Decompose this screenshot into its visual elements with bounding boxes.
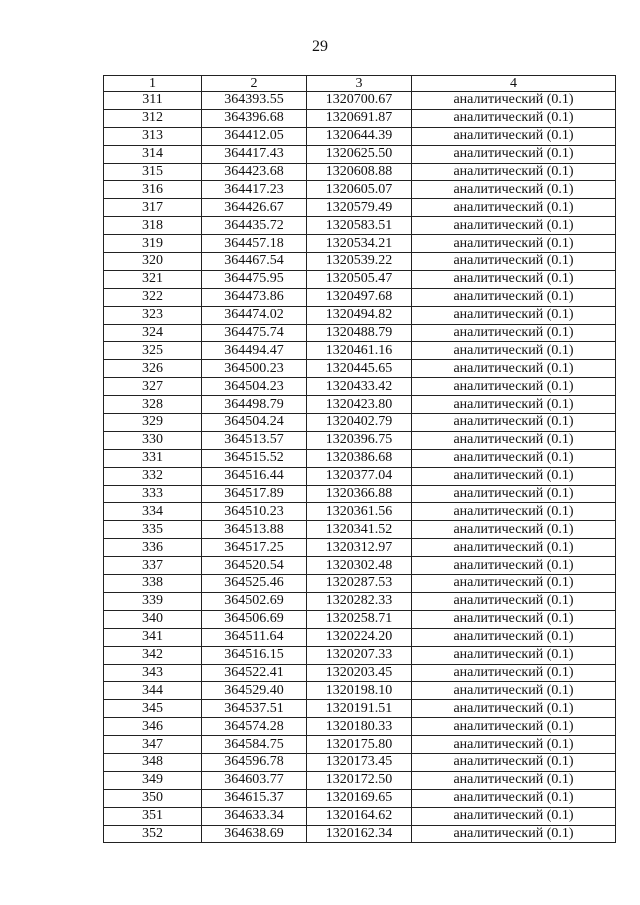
cell-point-number: 313 — [104, 127, 202, 145]
cell-point-number: 350 — [104, 789, 202, 807]
cell-point-number: 347 — [104, 736, 202, 754]
cell-method: аналитический (0.1) — [412, 771, 616, 789]
cell-method: аналитический (0.1) — [412, 109, 616, 127]
table-row — [104, 163, 616, 181]
cell-point-number: 334 — [104, 503, 202, 521]
cell-method: аналитический (0.1) — [412, 235, 616, 253]
cell-method: аналитический (0.1) — [412, 628, 616, 646]
cell-x-coordinate: 364515.52 — [202, 449, 307, 467]
cell-method: аналитический (0.1) — [412, 431, 616, 449]
cell-method: аналитический (0.1) — [412, 664, 616, 682]
cell-method: аналитический (0.1) — [412, 557, 616, 575]
cell-y-coordinate: 1320180.33 — [307, 718, 412, 736]
cell-point-number: 314 — [104, 145, 202, 163]
table-row — [104, 807, 616, 825]
table-row — [104, 253, 616, 271]
table-row — [104, 521, 616, 539]
cell-point-number: 352 — [104, 825, 202, 843]
cell-x-coordinate: 364522.41 — [202, 664, 307, 682]
cell-method: аналитический (0.1) — [412, 539, 616, 557]
cell-y-coordinate: 1320433.42 — [307, 378, 412, 396]
header-col-1: 1 — [104, 76, 202, 92]
cell-x-coordinate: 364393.55 — [202, 92, 307, 110]
cell-method: аналитический (0.1) — [412, 503, 616, 521]
cell-x-coordinate: 364474.02 — [202, 306, 307, 324]
table-row — [104, 825, 616, 843]
cell-x-coordinate: 364596.78 — [202, 753, 307, 771]
cell-y-coordinate: 1320534.21 — [307, 235, 412, 253]
table-row — [104, 682, 616, 700]
table-row — [104, 431, 616, 449]
cell-x-coordinate: 364417.23 — [202, 181, 307, 199]
cell-point-number: 342 — [104, 646, 202, 664]
header-col-4: 4 — [412, 76, 616, 92]
cell-y-coordinate: 1320341.52 — [307, 521, 412, 539]
table-row — [104, 181, 616, 199]
cell-point-number: 341 — [104, 628, 202, 646]
table-row — [104, 199, 616, 217]
cell-x-coordinate: 364423.68 — [202, 163, 307, 181]
table-row — [104, 753, 616, 771]
cell-point-number: 339 — [104, 592, 202, 610]
cell-y-coordinate: 1320386.68 — [307, 449, 412, 467]
cell-x-coordinate: 364498.79 — [202, 396, 307, 414]
cell-y-coordinate: 1320366.88 — [307, 485, 412, 503]
cell-method: аналитический (0.1) — [412, 181, 616, 199]
table-header-row — [104, 76, 616, 92]
cell-y-coordinate: 1320505.47 — [307, 270, 412, 288]
cell-x-coordinate: 364520.54 — [202, 557, 307, 575]
cell-x-coordinate: 364473.86 — [202, 288, 307, 306]
table-row — [104, 485, 616, 503]
cell-method: аналитический (0.1) — [412, 718, 616, 736]
cell-x-coordinate: 364537.51 — [202, 700, 307, 718]
cell-y-coordinate: 1320579.49 — [307, 199, 412, 217]
cell-y-coordinate: 1320539.22 — [307, 253, 412, 271]
cell-y-coordinate: 1320494.82 — [307, 306, 412, 324]
cell-point-number: 336 — [104, 539, 202, 557]
cell-point-number: 323 — [104, 306, 202, 324]
cell-y-coordinate: 1320423.80 — [307, 396, 412, 414]
cell-x-coordinate: 364633.34 — [202, 807, 307, 825]
cell-point-number: 348 — [104, 753, 202, 771]
cell-point-number: 344 — [104, 682, 202, 700]
cell-x-coordinate: 364417.43 — [202, 145, 307, 163]
table-row — [104, 646, 616, 664]
cell-point-number: 321 — [104, 270, 202, 288]
table-row — [104, 503, 616, 521]
cell-method: аналитический (0.1) — [412, 199, 616, 217]
cell-method: аналитический (0.1) — [412, 288, 616, 306]
cell-point-number: 328 — [104, 396, 202, 414]
table-row — [104, 235, 616, 253]
cell-method: аналитический (0.1) — [412, 253, 616, 271]
cell-x-coordinate: 364435.72 — [202, 217, 307, 235]
cell-point-number: 346 — [104, 718, 202, 736]
cell-method: аналитический (0.1) — [412, 342, 616, 360]
cell-y-coordinate: 1320396.75 — [307, 431, 412, 449]
cell-y-coordinate: 1320203.45 — [307, 664, 412, 682]
table-row — [104, 306, 616, 324]
cell-y-coordinate: 1320198.10 — [307, 682, 412, 700]
cell-method: аналитический (0.1) — [412, 127, 616, 145]
table-row — [104, 109, 616, 127]
table-row — [104, 789, 616, 807]
cell-x-coordinate: 364396.68 — [202, 109, 307, 127]
cell-point-number: 326 — [104, 360, 202, 378]
cell-method: аналитический (0.1) — [412, 360, 616, 378]
cell-point-number: 332 — [104, 467, 202, 485]
cell-y-coordinate: 1320377.04 — [307, 467, 412, 485]
cell-x-coordinate: 364517.89 — [202, 485, 307, 503]
cell-method: аналитический (0.1) — [412, 396, 616, 414]
cell-x-coordinate: 364500.23 — [202, 360, 307, 378]
cell-y-coordinate: 1320361.56 — [307, 503, 412, 521]
table-row — [104, 217, 616, 235]
table-row — [104, 664, 616, 682]
cell-point-number: 324 — [104, 324, 202, 342]
cell-y-coordinate: 1320282.33 — [307, 592, 412, 610]
cell-method: аналитический (0.1) — [412, 378, 616, 396]
cell-point-number: 316 — [104, 181, 202, 199]
table-row — [104, 396, 616, 414]
cell-x-coordinate: 364513.57 — [202, 431, 307, 449]
table-row — [104, 700, 616, 718]
table-row — [104, 557, 616, 575]
cell-method: аналитический (0.1) — [412, 270, 616, 288]
cell-point-number: 345 — [104, 700, 202, 718]
cell-x-coordinate: 364510.23 — [202, 503, 307, 521]
cell-x-coordinate: 364502.69 — [202, 592, 307, 610]
cell-y-coordinate: 1320461.16 — [307, 342, 412, 360]
cell-point-number: 319 — [104, 235, 202, 253]
coordinates-table — [103, 75, 616, 843]
table-row — [104, 92, 616, 110]
cell-method: аналитический (0.1) — [412, 592, 616, 610]
cell-method: аналитический (0.1) — [412, 324, 616, 342]
cell-y-coordinate: 1320700.67 — [307, 92, 412, 110]
table-row — [104, 628, 616, 646]
cell-x-coordinate: 364615.37 — [202, 789, 307, 807]
cell-y-coordinate: 1320625.50 — [307, 145, 412, 163]
cell-method: аналитический (0.1) — [412, 700, 616, 718]
cell-x-coordinate: 364457.18 — [202, 235, 307, 253]
table-row — [104, 575, 616, 593]
cell-method: аналитический (0.1) — [412, 92, 616, 110]
cell-method: аналитический (0.1) — [412, 610, 616, 628]
table-row — [104, 718, 616, 736]
cell-x-coordinate: 364603.77 — [202, 771, 307, 789]
table-row — [104, 592, 616, 610]
cell-point-number: 338 — [104, 575, 202, 593]
table-row — [104, 449, 616, 467]
cell-x-coordinate: 364412.05 — [202, 127, 307, 145]
table-row — [104, 324, 616, 342]
cell-point-number: 329 — [104, 414, 202, 432]
cell-point-number: 335 — [104, 521, 202, 539]
cell-point-number: 317 — [104, 199, 202, 217]
cell-method: аналитический (0.1) — [412, 789, 616, 807]
cell-point-number: 351 — [104, 807, 202, 825]
table-body — [104, 92, 616, 843]
cell-method: аналитический (0.1) — [412, 449, 616, 467]
table-row — [104, 288, 616, 306]
cell-y-coordinate: 1320302.48 — [307, 557, 412, 575]
cell-x-coordinate: 364529.40 — [202, 682, 307, 700]
cell-y-coordinate: 1320169.65 — [307, 789, 412, 807]
cell-point-number: 333 — [104, 485, 202, 503]
cell-y-coordinate: 1320191.51 — [307, 700, 412, 718]
table-row — [104, 610, 616, 628]
cell-point-number: 322 — [104, 288, 202, 306]
cell-y-coordinate: 1320162.34 — [307, 825, 412, 843]
cell-point-number: 311 — [104, 92, 202, 110]
cell-y-coordinate: 1320164.62 — [307, 807, 412, 825]
cell-method: аналитический (0.1) — [412, 467, 616, 485]
cell-y-coordinate: 1320258.71 — [307, 610, 412, 628]
cell-point-number: 349 — [104, 771, 202, 789]
header-col-3: 3 — [307, 76, 412, 92]
table-row — [104, 736, 616, 754]
cell-y-coordinate: 1320312.97 — [307, 539, 412, 557]
cell-y-coordinate: 1320445.65 — [307, 360, 412, 378]
cell-point-number: 337 — [104, 557, 202, 575]
cell-y-coordinate: 1320175.80 — [307, 736, 412, 754]
cell-point-number: 325 — [104, 342, 202, 360]
cell-x-coordinate: 364504.23 — [202, 378, 307, 396]
cell-y-coordinate: 1320605.07 — [307, 181, 412, 199]
cell-method: аналитический (0.1) — [412, 163, 616, 181]
cell-method: аналитический (0.1) — [412, 145, 616, 163]
header-col-2: 2 — [202, 76, 307, 92]
cell-x-coordinate: 364494.47 — [202, 342, 307, 360]
cell-x-coordinate: 364511.64 — [202, 628, 307, 646]
cell-point-number: 327 — [104, 378, 202, 396]
cell-method: аналитический (0.1) — [412, 682, 616, 700]
cell-y-coordinate: 1320691.87 — [307, 109, 412, 127]
cell-y-coordinate: 1320287.53 — [307, 575, 412, 593]
cell-x-coordinate: 364426.67 — [202, 199, 307, 217]
cell-y-coordinate: 1320644.39 — [307, 127, 412, 145]
table-row — [104, 127, 616, 145]
cell-x-coordinate: 364506.69 — [202, 610, 307, 628]
cell-y-coordinate: 1320172.50 — [307, 771, 412, 789]
table-row — [104, 360, 616, 378]
cell-point-number: 320 — [104, 253, 202, 271]
cell-method: аналитический (0.1) — [412, 646, 616, 664]
cell-x-coordinate: 364475.95 — [202, 270, 307, 288]
cell-method: аналитический (0.1) — [412, 306, 616, 324]
cell-x-coordinate: 364517.25 — [202, 539, 307, 557]
cell-point-number: 318 — [104, 217, 202, 235]
table-row — [104, 145, 616, 163]
cell-y-coordinate: 1320608.88 — [307, 163, 412, 181]
cell-x-coordinate: 364584.75 — [202, 736, 307, 754]
cell-point-number: 330 — [104, 431, 202, 449]
table-row — [104, 467, 616, 485]
cell-x-coordinate: 364516.44 — [202, 467, 307, 485]
table-row — [104, 378, 616, 396]
cell-x-coordinate: 364504.24 — [202, 414, 307, 432]
cell-y-coordinate: 1320207.33 — [307, 646, 412, 664]
cell-x-coordinate: 364525.46 — [202, 575, 307, 593]
cell-method: аналитический (0.1) — [412, 521, 616, 539]
cell-y-coordinate: 1320173.45 — [307, 753, 412, 771]
table-row — [104, 270, 616, 288]
cell-method: аналитический (0.1) — [412, 414, 616, 432]
table-row — [104, 771, 616, 789]
cell-y-coordinate: 1320497.68 — [307, 288, 412, 306]
cell-point-number: 340 — [104, 610, 202, 628]
cell-method: аналитический (0.1) — [412, 217, 616, 235]
cell-x-coordinate: 364467.54 — [202, 253, 307, 271]
cell-method: аналитический (0.1) — [412, 485, 616, 503]
cell-x-coordinate: 364638.69 — [202, 825, 307, 843]
table-row — [104, 342, 616, 360]
cell-y-coordinate: 1320583.51 — [307, 217, 412, 235]
cell-point-number: 331 — [104, 449, 202, 467]
cell-point-number: 343 — [104, 664, 202, 682]
cell-x-coordinate: 364475.74 — [202, 324, 307, 342]
cell-method: аналитический (0.1) — [412, 807, 616, 825]
page-number: 29 — [312, 38, 328, 55]
cell-x-coordinate: 364516.15 — [202, 646, 307, 664]
table-row — [104, 539, 616, 557]
cell-point-number: 312 — [104, 109, 202, 127]
cell-point-number: 315 — [104, 163, 202, 181]
cell-method: аналитический (0.1) — [412, 736, 616, 754]
cell-method: аналитический (0.1) — [412, 825, 616, 843]
cell-method: аналитический (0.1) — [412, 575, 616, 593]
table-row — [104, 414, 616, 432]
cell-y-coordinate: 1320488.79 — [307, 324, 412, 342]
cell-method: аналитический (0.1) — [412, 753, 616, 771]
cell-y-coordinate: 1320402.79 — [307, 414, 412, 432]
cell-x-coordinate: 364574.28 — [202, 718, 307, 736]
cell-y-coordinate: 1320224.20 — [307, 628, 412, 646]
cell-x-coordinate: 364513.88 — [202, 521, 307, 539]
